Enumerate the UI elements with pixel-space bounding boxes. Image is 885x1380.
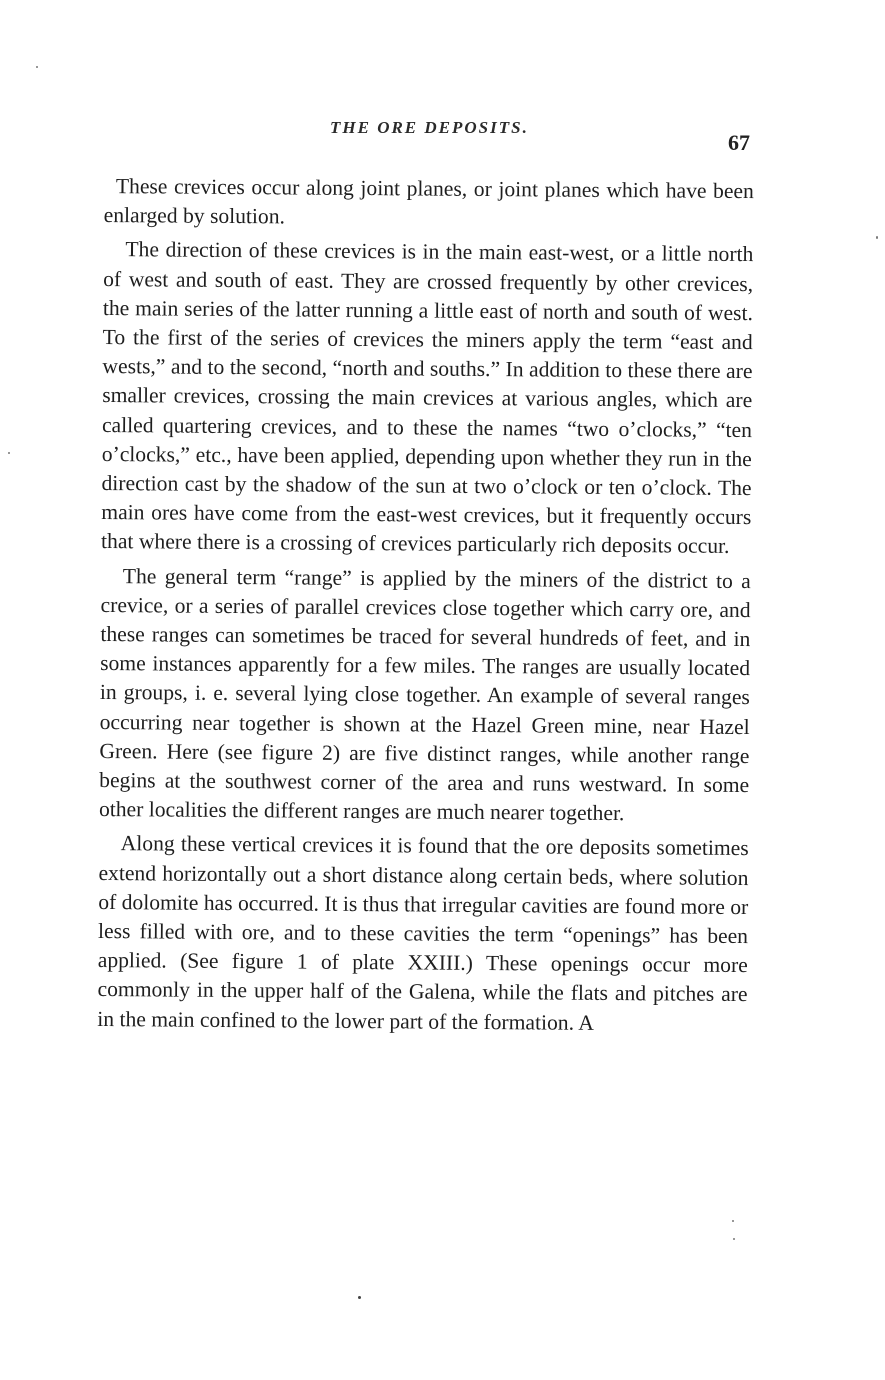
scan-speck (876, 236, 878, 239)
scan-speck (8, 452, 10, 454)
page-number: 67 (728, 130, 750, 155)
body-text (97, 172, 754, 1044)
scan-speck (732, 1220, 734, 1222)
scan-speck (358, 1296, 361, 1299)
paragraph: The direction of these crevices is in the main east-west, or a little north of west and south of east. They are crossed frequently by other crevices, the main series of the latter running a little east of north and south of west. To the first of the series of crevices the miners apply the term “east and wests,” and to the second, “north and souths.” In addition to these there are smaller crevices, crossing the main crevices at various angles, which are called quartering crevices, and to these the names “two o’clocks,” “ten o’clocks,” etc., have been applied, depending upon whether they run in the direction cast by the shadow of the sun at two o’clock or ten o’clock. The main ores have come from the east-west crevices, but it frequently occurs that where there is a crossing of crevices particularly rich deposits occur. (101, 237, 754, 559)
paragraph: The general term “range” is applied by the miners of the district to a crevice, or a series of parallel crevices close together which carry ore, and these ranges can sometimes be traced for several hundreds of feet, and in some instances apparently for a few miles. The ranges are usually located in groups, i. e. several lying close together. An example of several ranges occurring near together is shown at the Hazel Green mine, near Hazel Green. Here (see figure 2) are five distinct ranges, while another range begins at the southwest corner of the area and runs westward. In some other localities the different ranges are much nearer together. (98, 563, 751, 826)
scan-speck (733, 1238, 735, 1240)
paragraph: Along these vertical crevices it is found that the ore deposits sometimes extend horizontally out a short distance along certain beds, where solution of dolomite has occurred. It is thus that irregular cavities are found more or less filled with ore, and to these cavities the term “openings” has been applied. (See figure 1 of plate XXIII.) These openings occur more commonly in the upper half of the Galena, while the flats and pitches are in the main confined to the lower part of the formation. A (97, 831, 749, 1035)
paragraph: These crevices occur along joint planes, or joint planes which have been enlarged by solution. (103, 174, 754, 229)
running-title: THE ORE DEPOSITS. (330, 118, 529, 137)
scan-speck (36, 66, 38, 68)
